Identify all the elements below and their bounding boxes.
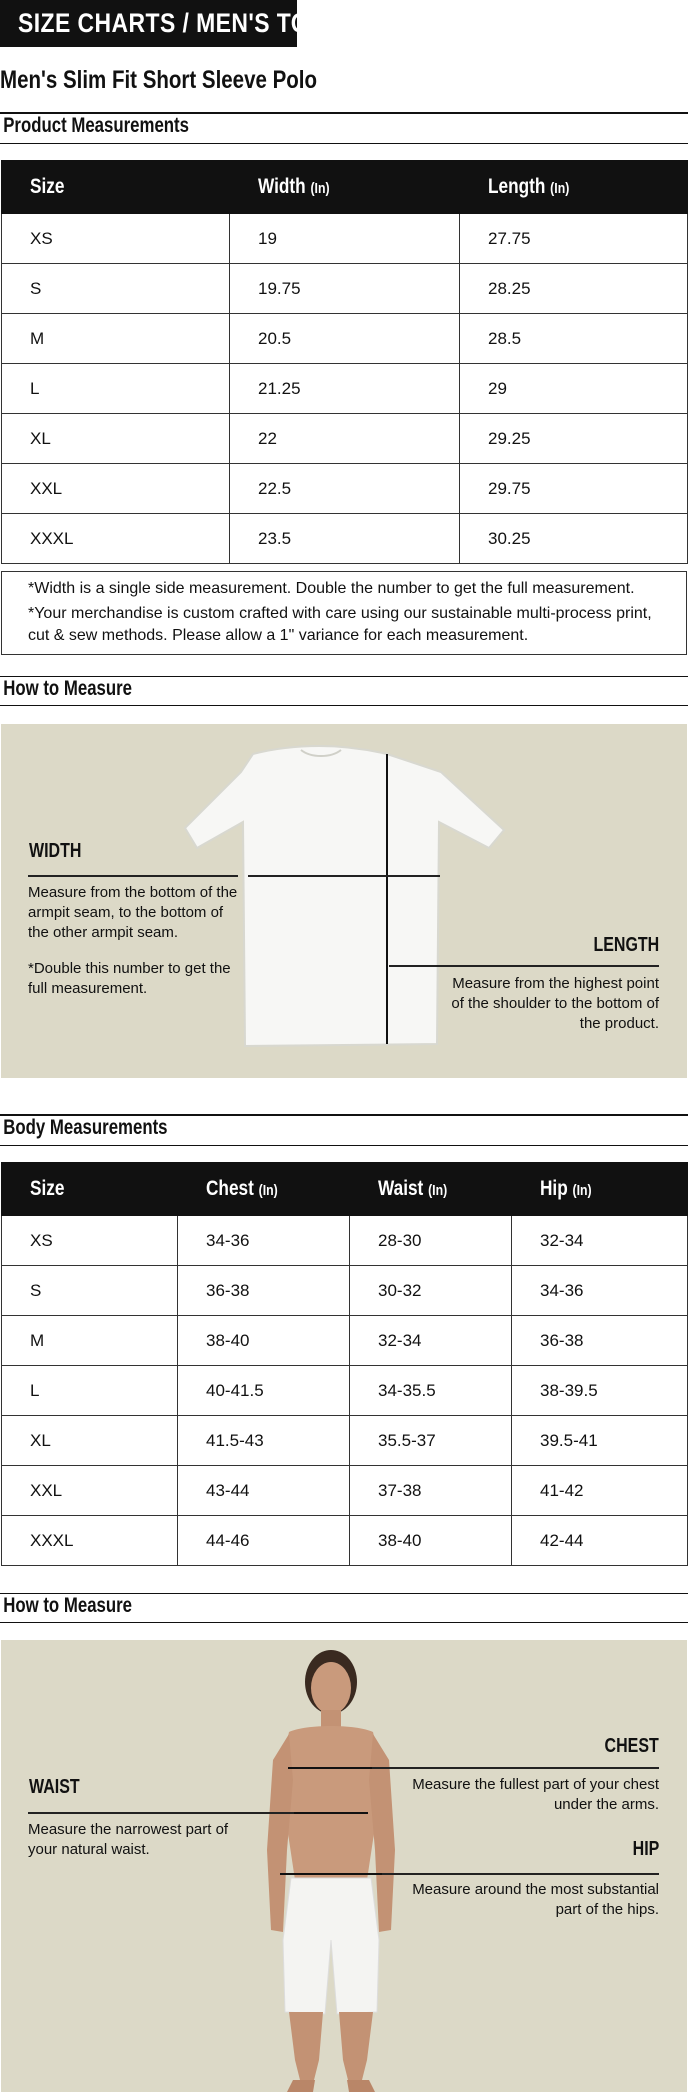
hip-title: HIP [632, 1838, 659, 1860]
table-row: M 38-40 32-34 36-38 [2, 1316, 688, 1366]
note-width: *Width is a single side measurement. Double the number to get the full measurement. [28, 580, 635, 597]
width-line [248, 875, 440, 877]
model-illustration [1, 1640, 687, 2092]
hip-text: Measure around the most substantial part of the hips. [412, 1881, 659, 1918]
length-text: Measure from the highest point of the shoulder to the bottom of the product. [451, 975, 659, 1032]
body-measurements-heading: Body Measurements [0, 1114, 688, 1146]
width-title: WIDTH [29, 840, 82, 862]
waist-line [294, 1812, 368, 1814]
table-row: XL 41.5-43 35.5-37 39.5-41 [2, 1416, 688, 1466]
table-row: XXXL 44-46 38-40 42-44 [2, 1516, 688, 1566]
table-row: XXXL 23.5 30.25 [2, 514, 688, 564]
table-header-row [2, 161, 688, 214]
header-hip: Hip (In) [512, 1163, 688, 1216]
header-size: Size [2, 161, 230, 214]
header-length: Length (In) [460, 161, 688, 214]
product-title: Men's Slim Fit Short Sleeve Polo [0, 66, 318, 94]
product-measurements-table [1, 160, 688, 564]
table-row: XS 19 27.75 [2, 214, 688, 264]
table-row: S 36-38 30-32 34-36 [2, 1266, 688, 1316]
table-row: XXL 22.5 29.75 [2, 464, 688, 514]
width-text: Measure from the bottom of the armpit seam, to the bottom of the other armpit seam. [28, 884, 238, 941]
note-variance: *Your merchandise is custom crafted with care using our sustainable multi-process print, cut & sew methods. Please allow a 1" variance for each measurement. [28, 605, 652, 644]
length-line [386, 754, 388, 1044]
header-width: Width (In) [230, 161, 460, 214]
shirt-measure-panel [1, 724, 687, 1078]
table-row: L 40-41.5 34-35.5 38-39.5 [2, 1366, 688, 1416]
body-measure-panel [1, 1640, 687, 2092]
table-row: S 19.75 28.25 [2, 264, 688, 314]
how-to-measure-body-heading: How to Measure [0, 1593, 688, 1623]
chest-callout-line [372, 1767, 659, 1769]
length-title: LENGTH [593, 934, 659, 956]
page-banner: SIZE CHARTS / MEN'S TOPS [0, 0, 297, 47]
header-size: Size [2, 1163, 178, 1216]
table-row: L 21.25 29 [2, 364, 688, 414]
chest-title: CHEST [604, 1735, 659, 1757]
waist-text: Measure the narrowest part of your natural waist. [28, 1821, 229, 1858]
width-note: *Double this number to get the full measurement. [28, 960, 231, 997]
waist-title: WAIST [29, 1776, 80, 1798]
product-measurements-heading: Product Measurements [0, 112, 688, 144]
body-measurements-table [1, 1162, 688, 1566]
header-waist: Waist (In) [350, 1163, 512, 1216]
waist-callout-line [28, 1812, 294, 1814]
header-chest: Chest (In) [178, 1163, 350, 1216]
hip-callout-line [382, 1873, 659, 1875]
table-row: M 20.5 28.5 [2, 314, 688, 364]
table-row: XS 34-36 28-30 32-34 [2, 1216, 688, 1266]
length-callout-line [389, 965, 659, 967]
table-header-row [2, 1163, 688, 1216]
table-row: XXL 43-44 37-38 41-42 [2, 1466, 688, 1516]
chest-line [288, 1767, 372, 1769]
hip-line [280, 1873, 382, 1875]
how-to-measure-heading: How to Measure [0, 676, 688, 706]
width-callout-line [28, 875, 238, 877]
chest-text: Measure the fullest part of your chest under the arms. [412, 1776, 659, 1813]
measurement-notes [1, 571, 687, 655]
table-row: XL 22 29.25 [2, 414, 688, 464]
